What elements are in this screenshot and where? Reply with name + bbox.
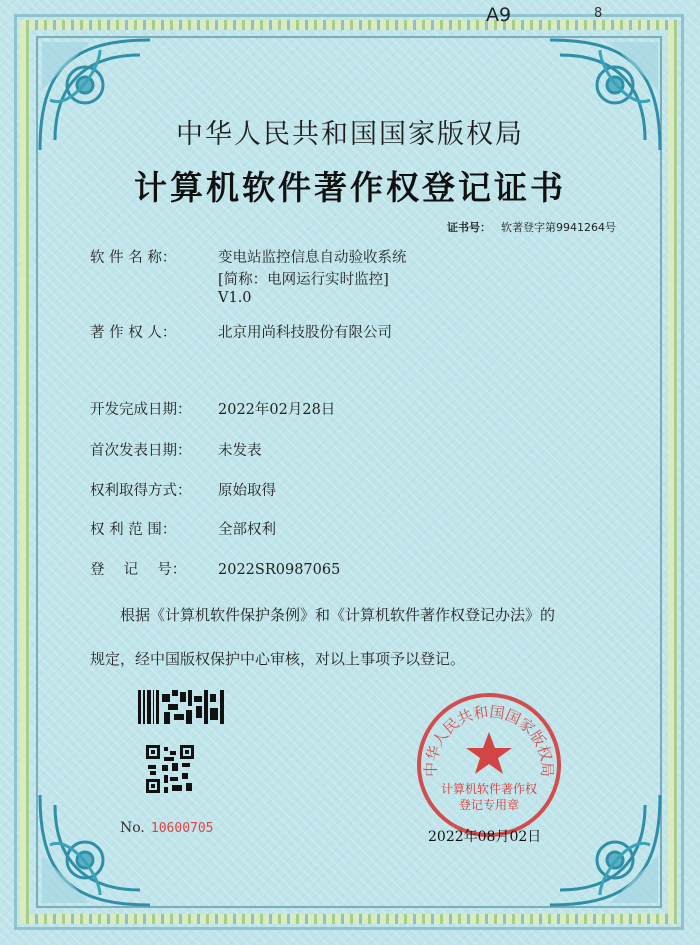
- owner-label: 著 作 权 人：: [90, 325, 177, 341]
- scope-row: [90, 518, 276, 539]
- dev-date-row: [90, 398, 335, 419]
- software-name-label: 软 件 名 称：: [90, 250, 177, 266]
- software-short-name: [简称：电网运行实时监控]: [218, 272, 389, 288]
- scope-label: 权 利 范 围：: [90, 522, 177, 538]
- certificate-number-value: 软著登字第9941264号: [501, 221, 616, 234]
- seal-ring-text: 中华人民共和国国家版权局: [421, 702, 557, 778]
- qr-code-icon: [146, 745, 194, 793]
- seal-text-line-2: 登记专用章: [458, 798, 519, 812]
- barcode-icon: [138, 690, 224, 724]
- pub-date-value: 未发表: [218, 443, 262, 459]
- handwritten-mark-8: 8: [594, 6, 603, 21]
- serial-number-value: 10600705: [150, 821, 214, 836]
- reg-no-row: [90, 558, 340, 579]
- dev-date-label: 开发完成日期：: [90, 402, 192, 418]
- statement-line-1: 根据《计算机软件保护条例》和《计算机软件著作权登记办法》的: [120, 606, 556, 624]
- pub-date-label: 首次发表日期：: [90, 443, 192, 459]
- reg-no-label: 登 记 号：: [90, 562, 187, 578]
- acquire-label: 权利取得方式：: [90, 483, 192, 499]
- scope-value: 全部权利: [218, 522, 276, 538]
- acquire-row: [90, 479, 276, 500]
- reg-no-value: 2022SR0987065: [218, 562, 341, 578]
- certificate-title: 计算机软件著作权登记证书: [134, 168, 566, 207]
- official-seal-icon: [414, 690, 564, 840]
- certificate-number-label: 证书号：: [447, 221, 491, 234]
- certificate-number: [447, 219, 616, 235]
- serial-prefix: No.: [120, 820, 145, 836]
- owner-row: [90, 321, 392, 342]
- statement-line-2: 规定，经中国版权保护中心审核，对以上事项予以登记。: [90, 650, 466, 668]
- software-name-value: 变电站监控信息自动验收系统: [218, 250, 407, 266]
- seal-date: 2022年08月02日: [428, 829, 542, 845]
- corner-ornament-bottom-left: [30, 785, 160, 915]
- pub-date-row: [90, 439, 262, 460]
- issuer-title: 中华人民共和国国家版权局: [176, 119, 524, 150]
- software-version: V1.0: [218, 290, 252, 306]
- handwritten-mark-a9: A9: [486, 4, 512, 26]
- dev-date-value: 2022年02月28日: [218, 402, 336, 418]
- owner-value: 北京用尚科技股份有限公司: [218, 325, 392, 341]
- acquire-value: 原始取得: [218, 483, 276, 499]
- serial-number: [120, 820, 214, 836]
- seal-text-line-1: 计算机软件著作权: [440, 782, 537, 796]
- software-name-row: [90, 246, 407, 267]
